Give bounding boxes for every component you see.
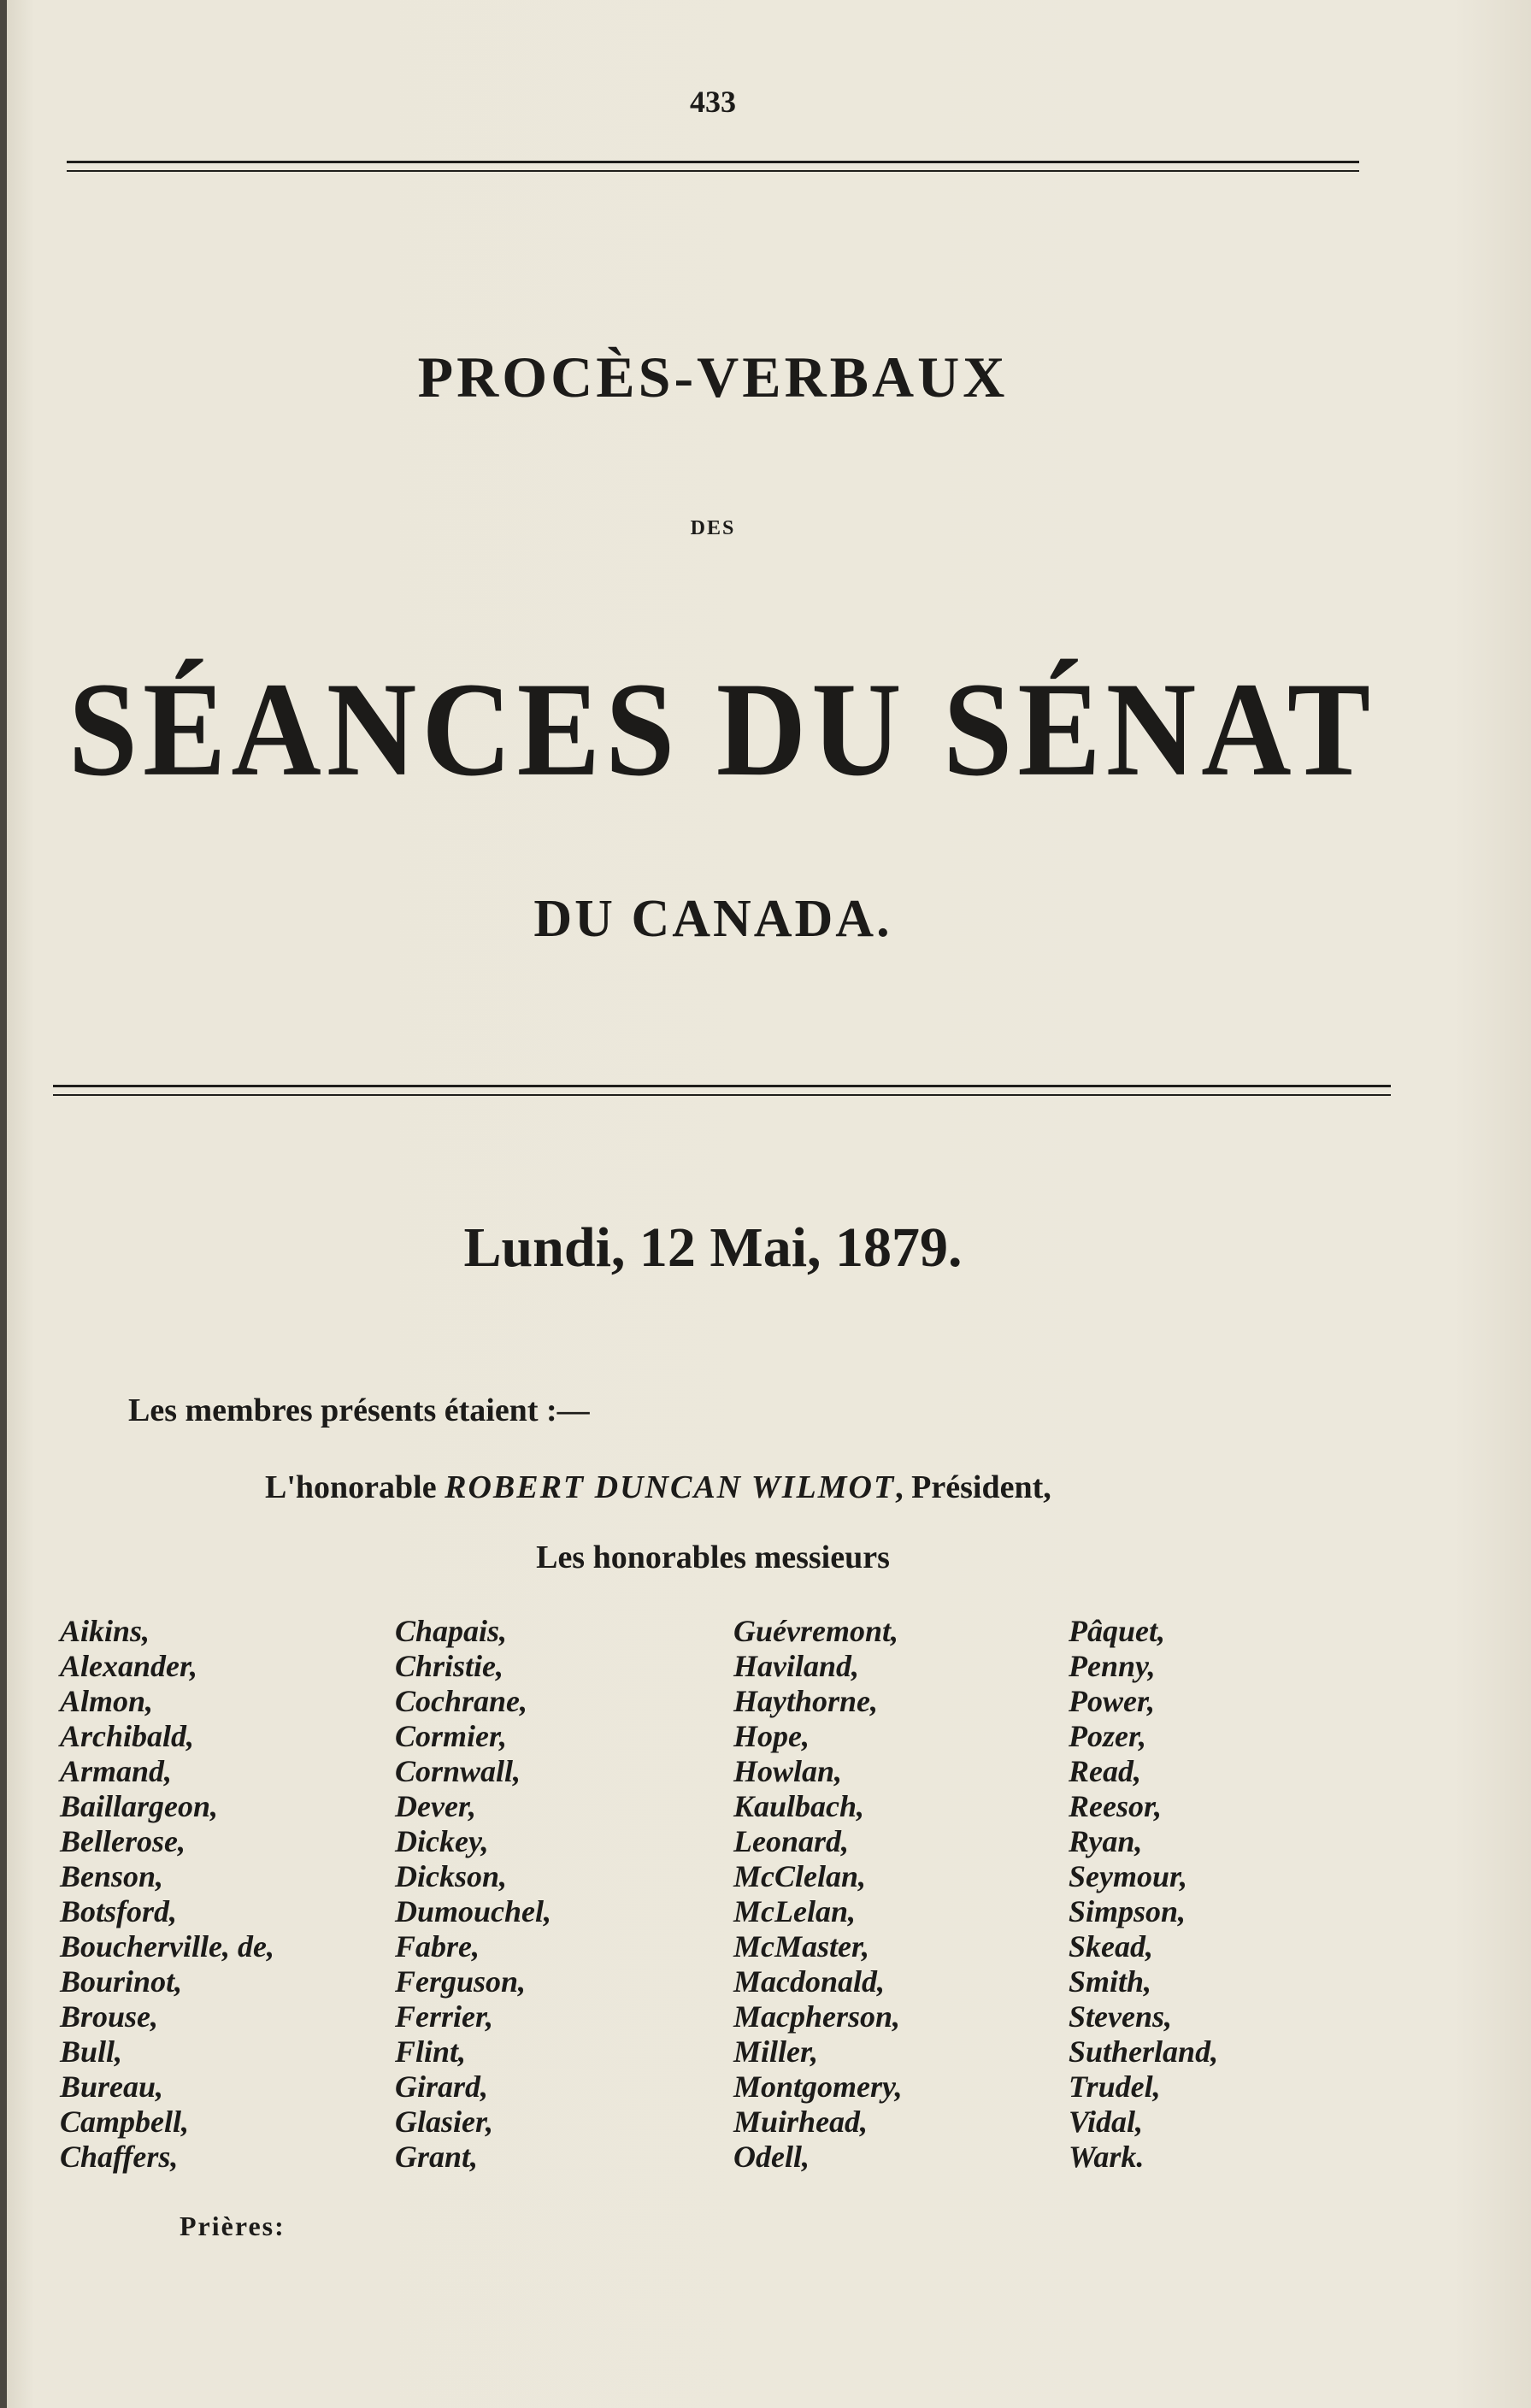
senator-name: Armand, bbox=[60, 1754, 173, 1788]
senators-column-3 bbox=[733, 1614, 903, 2175]
senator-name: Pâquet, bbox=[1069, 1614, 1165, 1648]
senator-name: Bull, bbox=[60, 2034, 123, 2069]
senator-name: Grant, bbox=[395, 2140, 479, 2174]
middle-double-rule bbox=[53, 1085, 1391, 1096]
senator-name: Leonard, bbox=[733, 1824, 849, 1858]
senator-name: Campbell, bbox=[60, 2105, 189, 2139]
senator-name: Hope, bbox=[733, 1719, 810, 1753]
prayers-label: Prières: bbox=[180, 2211, 286, 2241]
senator-name: Power, bbox=[1069, 1684, 1156, 1718]
senator-name: Botsford, bbox=[60, 1894, 178, 1928]
senator-name: Bureau, bbox=[60, 2069, 164, 2104]
senator-name: Chaffers, bbox=[60, 2140, 179, 2174]
senator-name: Skead, bbox=[1069, 1929, 1153, 1963]
senator-name: Ferguson, bbox=[395, 1964, 527, 1999]
senator-name: McLelan, bbox=[733, 1894, 856, 1928]
senator-name: Almon, bbox=[60, 1684, 154, 1718]
senator-name: Girard, bbox=[395, 2069, 489, 2104]
senator-name: Bourinot, bbox=[60, 1964, 183, 1999]
senator-name: Bellerose, bbox=[60, 1824, 185, 1858]
senator-name: Montgomery, bbox=[733, 2069, 903, 2104]
senator-name: Fabre, bbox=[395, 1929, 480, 1963]
honorables-heading: Les honorables messieurs bbox=[536, 1540, 890, 1575]
senators-column-1 bbox=[60, 1614, 274, 2175]
senator-name: Glasier, bbox=[395, 2105, 494, 2139]
senator-name: Stevens, bbox=[1069, 1999, 1172, 2034]
senator-name: Alexander, bbox=[60, 1649, 198, 1683]
members-present-intro: Les membres présents étaient :— bbox=[128, 1392, 590, 1428]
senator-name: Dickson, bbox=[395, 1859, 508, 1893]
senator-name: Ferrier, bbox=[395, 1999, 494, 2034]
senator-name: Sutherland, bbox=[1069, 2034, 1219, 2069]
senator-name: Trudel, bbox=[1069, 2069, 1161, 2104]
senator-name: Guévremont, bbox=[733, 1614, 898, 1648]
senator-name: Howlan, bbox=[733, 1754, 843, 1788]
president-name: ROBERT DUNCAN WILMOT bbox=[445, 1469, 896, 1505]
senator-name: Cormier, bbox=[395, 1719, 508, 1753]
title-du-canada: DU CANADA. bbox=[533, 890, 892, 948]
senator-name: Wark. bbox=[1069, 2140, 1145, 2174]
senator-name: Flint, bbox=[395, 2034, 467, 2069]
senator-name: Dumouchel, bbox=[395, 1894, 552, 1928]
page-number: 433 bbox=[690, 85, 736, 119]
president-title: , Président, bbox=[895, 1469, 1051, 1505]
senator-name: Dever, bbox=[395, 1789, 476, 1823]
senator-name: Penny, bbox=[1069, 1649, 1156, 1683]
title-des: DES bbox=[690, 517, 736, 539]
top-double-rule bbox=[67, 161, 1359, 172]
senator-name: McClelan, bbox=[733, 1859, 867, 1893]
senator-name: Smith, bbox=[1069, 1964, 1152, 1999]
senator-name: Baillargeon, bbox=[60, 1789, 219, 1823]
senators-column-2 bbox=[395, 1614, 551, 2175]
senator-name: Benson, bbox=[60, 1859, 164, 1893]
senator-name: Macdonald, bbox=[733, 1964, 886, 1999]
senator-name: Cochrane, bbox=[395, 1684, 528, 1718]
senator-name: Christie, bbox=[395, 1649, 504, 1683]
senator-name: Dickey, bbox=[395, 1824, 489, 1858]
senator-name: Brouse, bbox=[60, 1999, 159, 2034]
title-proces-verbaux: PROCÈS-VERBAUX bbox=[417, 344, 1009, 409]
senator-name: Reesor, bbox=[1069, 1789, 1163, 1823]
senator-name: Read, bbox=[1069, 1754, 1141, 1788]
senator-name: Macpherson, bbox=[733, 1999, 901, 2034]
senator-name: Muirhead, bbox=[733, 2105, 869, 2139]
senator-name: Archibald, bbox=[60, 1719, 195, 1753]
senator-name: Chapais, bbox=[395, 1614, 508, 1648]
senator-name: McMaster, bbox=[733, 1929, 870, 1963]
senator-name: Miller, bbox=[733, 2034, 819, 2069]
president-line bbox=[265, 1469, 1051, 1506]
president-prefix: L'honorable bbox=[265, 1469, 437, 1505]
senator-name: Ryan, bbox=[1069, 1824, 1143, 1858]
senator-name: Kaulbach, bbox=[733, 1789, 865, 1823]
senator-name: Odell, bbox=[733, 2140, 810, 2174]
title-seances-du-senat: SÉANCES DU SÉNAT bbox=[68, 654, 1376, 804]
senator-name: Haythorne, bbox=[733, 1684, 879, 1718]
senator-name: Boucherville, de, bbox=[60, 1929, 274, 1963]
senator-name: Vidal, bbox=[1069, 2105, 1144, 2139]
senator-name: Haviland, bbox=[733, 1649, 860, 1683]
senator-name: Cornwall, bbox=[395, 1754, 521, 1788]
senator-name: Pozer, bbox=[1069, 1719, 1147, 1753]
senator-name: Simpson, bbox=[1069, 1894, 1187, 1928]
senators-list bbox=[60, 1614, 1291, 2195]
senators-column-4 bbox=[1069, 1614, 1218, 2175]
senator-name: Aikins, bbox=[60, 1614, 150, 1648]
session-date: Lundi, 12 Mai, 1879. bbox=[463, 1216, 963, 1279]
senator-name: Seymour, bbox=[1069, 1859, 1188, 1893]
